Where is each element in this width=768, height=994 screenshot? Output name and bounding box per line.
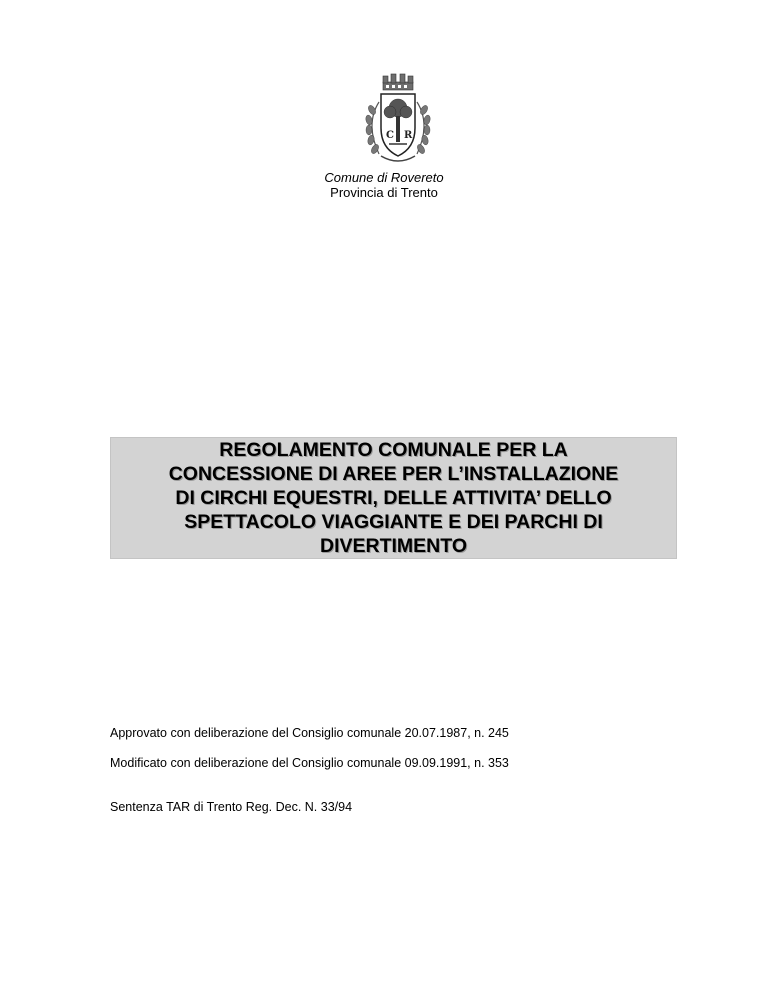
ruling-note: Sentenza TAR di Trento Reg. Dec. N. 33/94 xyxy=(110,800,353,814)
title-line-4: SPETTACOLO VIAGGIANTE E DEI PARCHI DI xyxy=(184,511,603,533)
title-line-1: REGOLAMENTO COMUNALE PER LA xyxy=(219,439,568,461)
title-line-3: DI CIRCHI EQUESTRI, DELLE ATTIVITA’ DELLO xyxy=(175,487,612,509)
title-line-2: CONCESSIONE DI AREE PER L’INSTALLAZIONE xyxy=(168,463,619,485)
approval-note: Approvato con deliberazione del Consiglio comunale 20.07.1987, n. 245 xyxy=(110,726,509,740)
modification-note: Modificato con deliberazione del Consiglio comunale 09.09.1991, n. 353 xyxy=(110,756,509,770)
crest-letter-c: C xyxy=(386,130,394,141)
coat-of-arms-icon xyxy=(359,72,437,168)
municipality-name: Comune di Rovereto xyxy=(324,170,444,185)
crest-letter-r: R xyxy=(404,130,413,141)
document-title xyxy=(169,438,619,558)
title-line-5: DIVERTIMENTO xyxy=(320,535,467,557)
document-title-box xyxy=(110,437,677,559)
province-name: Provincia di Trento xyxy=(330,185,438,200)
